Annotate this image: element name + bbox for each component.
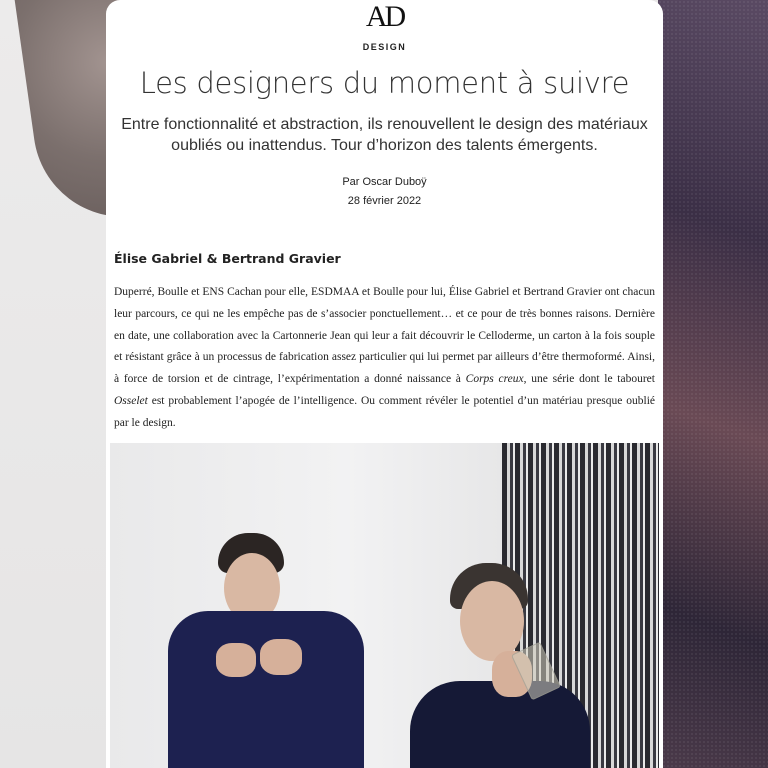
article-card[interactable] [106,0,663,768]
man-shirt [168,611,364,768]
paragraph-italic-corps-creux: Corps creux [465,373,524,386]
paragraph-text: est probablement l’apogée de l’intelligence. Ou comment révéler le potentiel d’un matériau presque oublié par le design. [114,394,655,429]
ad-logo[interactable]: AD [365,0,404,33]
article-date: 28 février 2022 [347,195,422,207]
man-hand-right [260,639,302,675]
background-right-textile [658,0,768,768]
paragraph-text: Duperré, Boulle et ENS Cachan pour elle, ESDMAA et Boulle pour lui, Élise Gabriel et Bertrand Gravier ont chacun leur parcours, ce qui ne les empêche pas de s’associer ponctuellement… et ce pour de très bonnes raisons. Dernière en date, une collaboration avec la Cartonnerie Jean qui leur a fait découvrir le Celloderme, un carton à la fois souple et résistant grâce à un processus de fabrication assez particulier qui lui permet par ailleurs d’être thermoformé. Ainsi, à force de torsion et de cintrage, l’expérimentation a donné naissance à [114,286,655,386]
article-title: Les designers du moment à suivre [139,66,630,100]
section-label[interactable]: DESIGN [362,42,407,52]
paragraph-italic-osselet: Osselet [114,394,148,407]
article-author[interactable]: Par Oscar Duboÿ [342,176,427,188]
designer-heading: Élise Gabriel & Bertrand Gravier [114,251,341,266]
designers-photo [110,443,659,768]
article-paragraph [114,282,655,435]
woman-head [460,581,524,661]
man-hand-left [216,643,256,677]
paragraph-text: , une série dont le tabouret [523,373,655,386]
article-subtitle: Entre fonctionnalité et abstraction, ils renouvellent le design des matériaux oubliés ou inattendus. Tour d’horizon des talents émergents. [121,116,648,154]
